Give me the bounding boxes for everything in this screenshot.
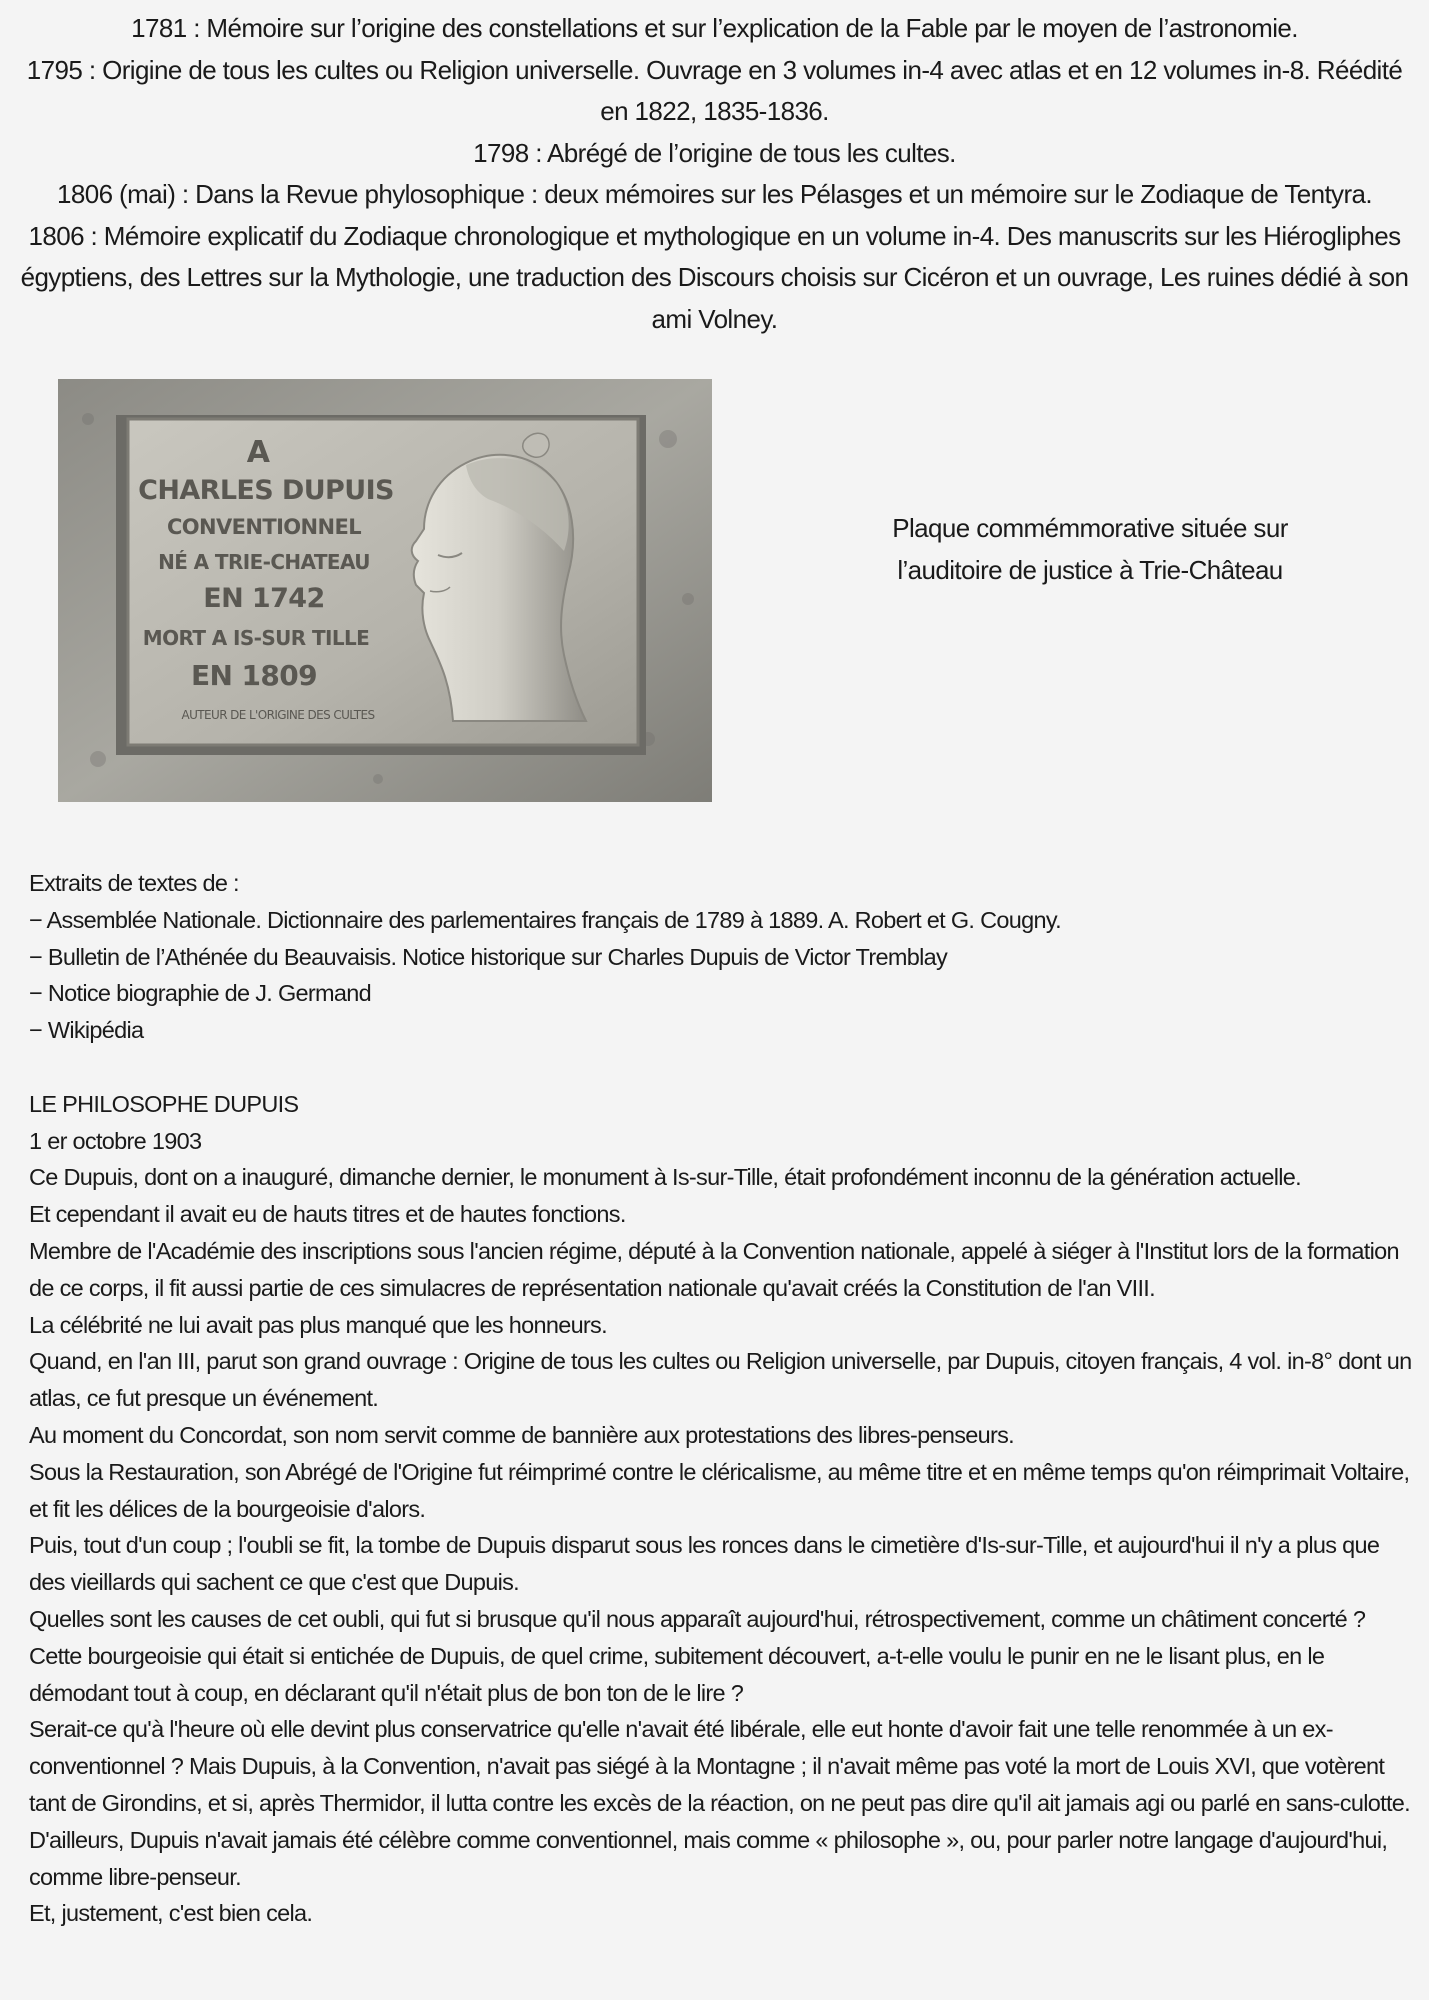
article-paragraph: Au moment du Concordat, son nom servit comme de bannière aux protestations des libres-penseurs. (29, 1421, 1015, 1448)
plaque-text: A (246, 435, 270, 470)
plaque-text: EN 1809 (190, 659, 318, 692)
article-paragraph: Cette bourgeoisie qui était si entichée de Dupuis, de quel crime, subitement découvert, a-t-elle voulu le punir en ne le lisant plus, en le démodant tout à coup, en déclarant qu'il n'était plus de bon ton de le lire ? (29, 1642, 1325, 1706)
article-paragraph: D'ailleurs, Dupuis n'avait jamais été célèbre comme conventionnel, mais comme « philosophe », ou, pour parler notre langage d'aujourd'hui, comme libre-penseur. (29, 1826, 1388, 1890)
source-item: − Assemblée Nationale. Dictionnaire des parlementaires français de 1789 à 1889. A. Robert et G. Cougny. (29, 906, 1061, 933)
article-paragraph: Sous la Restauration, son Abrégé de l'Origine fut réimprimé contre le cléricalisme, au même titre et en même temps qu'on réimprimait Voltaire, et fit les délices de la bourgeoisie d'alors. (29, 1458, 1410, 1522)
source-item: − Wikipédia (29, 1017, 144, 1044)
plaque-text: EN 1742 (203, 583, 325, 614)
plaque-text: CONVENTIONNEL (166, 515, 362, 539)
article-date: 1 er octobre 1903 (29, 1127, 202, 1154)
plaque-image (58, 379, 712, 802)
article-paragraph: Quand, en l'an III, parut son grand ouvrage : Origine de tous les cultes ou Religion universelle, par Dupuis, citoyen français, 4 vol. in-8° dont un atlas, ce fut presque un événement. (29, 1348, 1412, 1412)
article-paragraph: La célébrité ne lui avait pas plus manqué que les honneurs. (29, 1311, 607, 1338)
bibliography-entry: 1806 (mai) : Dans la Revue phylosophique : deux mémoires sur les Pélasges et un mémoire sur le Zodiaque de Tentyra. (56, 179, 1373, 209)
bibliography-entry: 1781 : Mémoire sur l’origine des constellations et sur l’explication de la Fable par le moyen de l’astronomie. (131, 13, 1298, 43)
bibliography-list (10, 8, 1419, 340)
sources-heading: Extraits de textes de : (29, 870, 239, 896)
bibliography-entry: 1798 : Abrégé de l’origine de tous les cultes. (473, 137, 956, 168)
article-paragraph: Et cependant il avait eu de hauts titres et de hautes fonctions. (29, 1201, 626, 1228)
article-paragraph: Membre de l'Académie des inscriptions sous l'ancien régime, député à la Convention nationale, appelé à siéger à l'Institut lors de la formation de ce corps, il fit aussi partie de ces simulacres de représentation nationale qu'avait créés la Constitution de l'an VIII. (29, 1237, 1399, 1301)
bibliography-entry: 1806 : Mémoire explicatif du Zodiaque chronologique et mythologique en un volume in-4. Des manuscrits sur les Hiérogliphes égyptiens, des Lettres sur la Mythologie, une traduction des Discours choisis sur Cicéron et un ouvrage, Les ruines dédié à son ami Volney. (20, 220, 1409, 334)
plaque-text: AUTEUR DE L'ORIGINE DES CULTES (181, 708, 375, 722)
main-text (29, 865, 1414, 1932)
plaque-text: NÉ A TRIE-CHATEAU (158, 550, 370, 574)
article-title: LE PHILOSOPHE DUPUIS (29, 1090, 299, 1117)
article-paragraph: Et, justement, c'est bien cela. (29, 1900, 313, 1927)
bibliography-entry: 1795 : Origine de tous les cultes ou Religion universelle. Ouvrage en 3 volumes in-4 avec atlas et en 12 volumes in-8. Réédité en 1822, 1835-1836. (26, 54, 1403, 126)
plaque-photo (58, 379, 712, 802)
caption-line: Plaque commémmorative située sur (892, 513, 1288, 543)
plaque-text: CHARLES DUPUIS (138, 475, 394, 506)
caption-line: l’auditoire de justice à Trie-Château (897, 555, 1283, 585)
article-paragraph: Puis, tout d'un coup ; l'oubli se fit, la tombe de Dupuis disparut sous les ronces dans le cimetière d'Is-sur-Tille, et aujourd'hui il n'y a plus que des vieillards qui sachent ce que c'est que Dupuis. (29, 1532, 1380, 1596)
photo-caption (820, 507, 1360, 591)
source-item: − Notice biographie de J. Germand (29, 980, 372, 1007)
article-paragraph: Serait-ce qu'à l'heure où elle devint plus conservatrice qu'elle n'avait été libérale, elle eut honte d'avoir fait une telle renommée à un ex-conventionnel ? Mais Dupuis, à la Convention, n'avait pas siégé à la Montagne ; il n'avait même pas voté la mort de Louis XVI, que votèrent tant de Girondins, et si, après Thermidor, il lutta contre les excès de la réaction, on ne peut pas dire qu'il ait jamais agi ou parlé en sans-culotte. (29, 1716, 1410, 1816)
source-item: − Bulletin de l’Athénée du Beauvaisis. Notice historique sur Charles Dupuis de Victor Tremblay (29, 943, 948, 970)
article-paragraph: Ce Dupuis, dont on a inauguré, dimanche dernier, le monument à Is-sur-Tille, était profondément inconnu de la génération actuelle. (29, 1164, 1301, 1191)
article-paragraph: Quelles sont les causes de cet oubli, qui fut si brusque qu'il nous apparaît aujourd'hui, rétrospectivement, comme un châtiment concerté ? (29, 1605, 1366, 1632)
plaque-text: MORT A IS-SUR TILLE (142, 626, 370, 650)
